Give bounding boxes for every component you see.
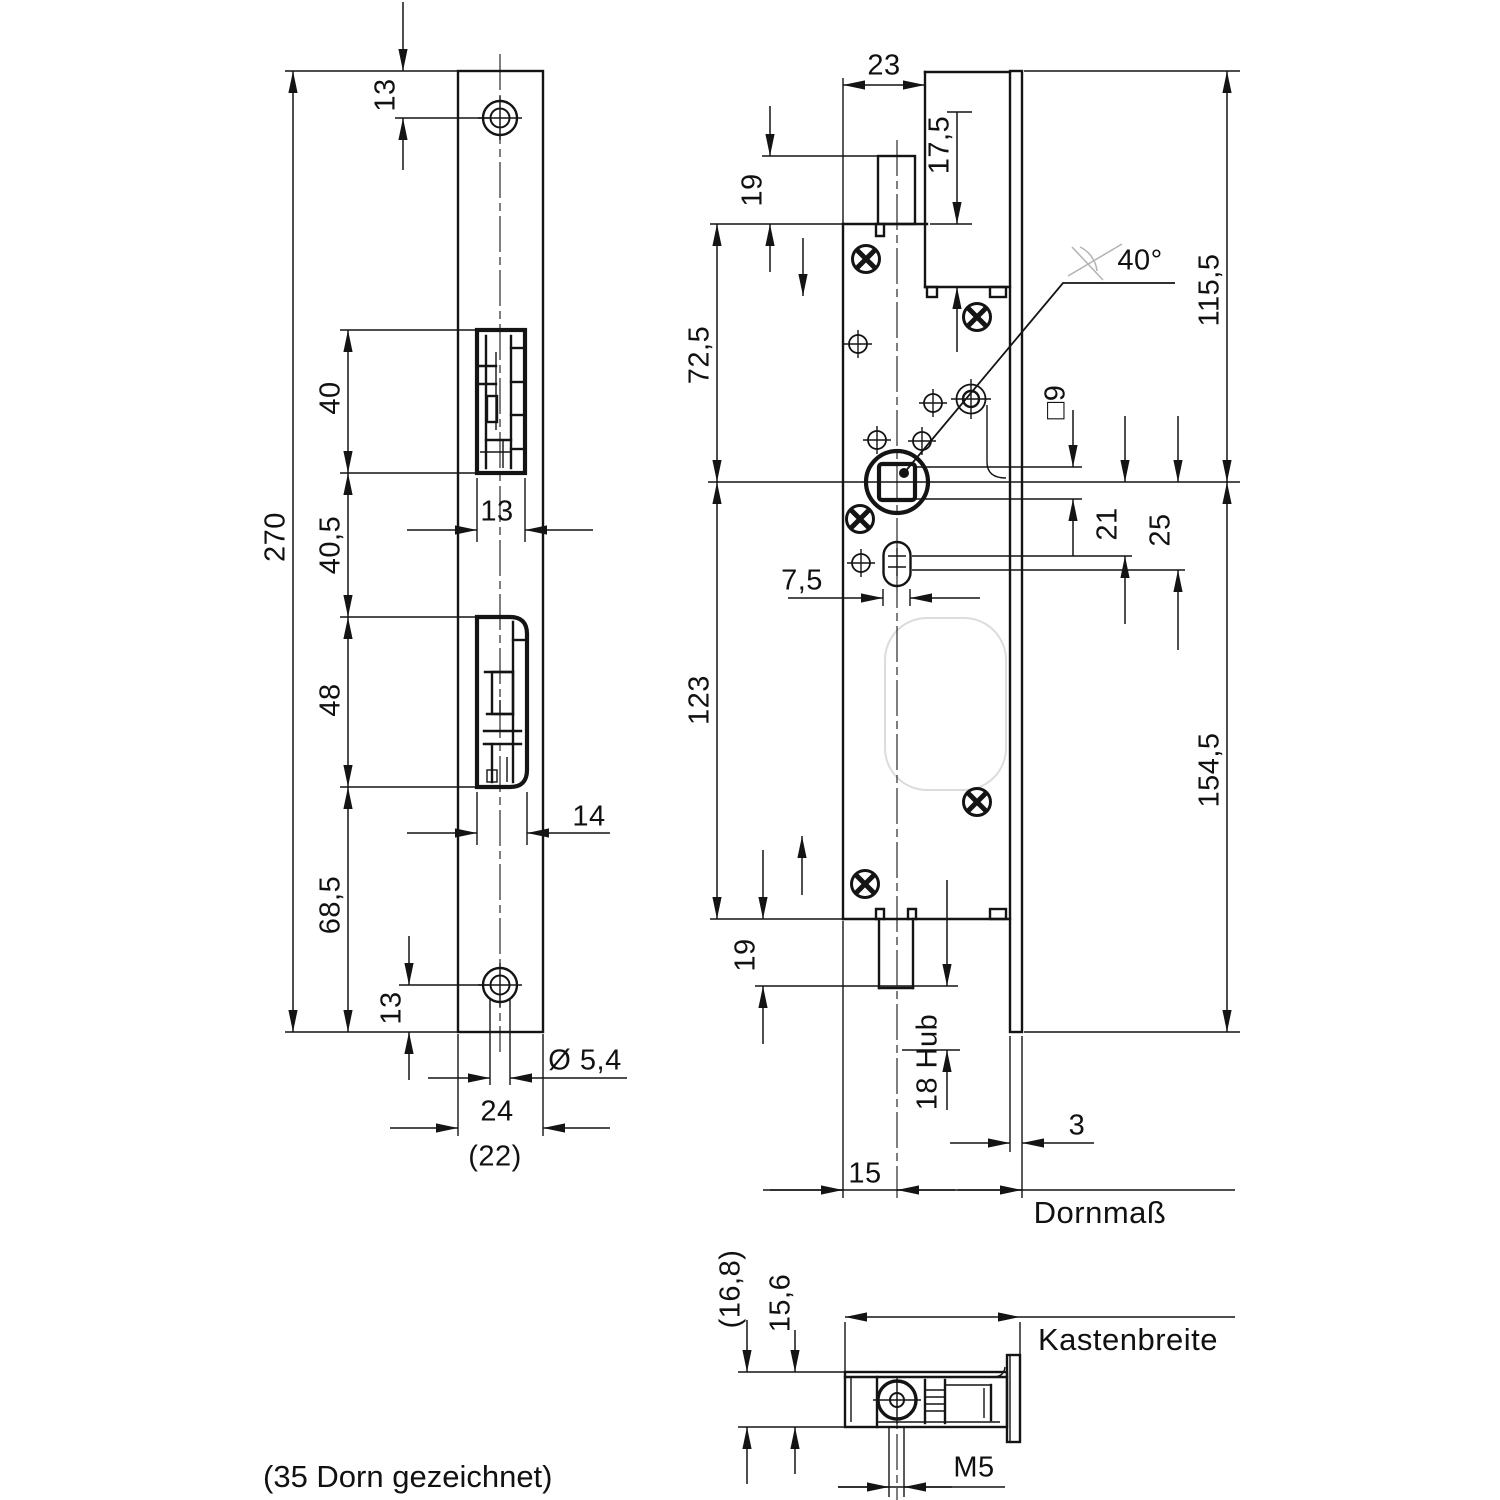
dim-case-top-width: 23 <box>867 49 901 82</box>
dim-case-depth-ref: (16,8) <box>714 1249 747 1329</box>
dim-upper-cutout-width: 13 <box>480 495 514 528</box>
dim-nut-to-plate-top: 115,5 <box>1193 253 1226 327</box>
lower-cutout <box>477 617 527 787</box>
dim-faceplate-thickness: 3 <box>1068 1109 1086 1142</box>
angle-annotation <box>904 244 1175 473</box>
dim-plate-width: 24 <box>480 1095 514 1128</box>
pivot-hole-marker <box>951 379 991 419</box>
cylinder-cavity-ghost <box>885 618 1006 790</box>
upper-cutout <box>477 330 525 473</box>
dim-nut-to-case-bottom: 123 <box>683 675 716 725</box>
faceplate-section <box>1007 1355 1020 1442</box>
dim-lower-cutout-width: 14 <box>572 800 606 833</box>
dim-nut-angle: 40° <box>1117 244 1163 277</box>
drawing-note: (35 Dorn gezeichnet) <box>263 1459 553 1494</box>
dim-lower-cutout-height: 48 <box>314 683 347 717</box>
dim-screw-thread: M5 <box>953 1451 995 1484</box>
dim-case-depth: 15,6 <box>764 1273 797 1333</box>
dim-upper-cutout-height: 40 <box>314 381 347 415</box>
dim-latch-protrusion: 19 <box>736 173 769 207</box>
dim-hole-diameter: Ø 5,4 <box>548 1044 622 1077</box>
dim-top-offset: 17,5 <box>923 115 956 175</box>
dim-below-cutout: 68,5 <box>314 875 347 935</box>
dim-stroke: 18 Hub <box>911 1013 944 1111</box>
drill-hole-markers <box>844 330 991 577</box>
label-case-width: Kastenbreite <box>1037 1322 1219 1357</box>
dim-cyl-hole-center-2: 25 <box>1144 513 1177 547</box>
faceplate <box>1010 71 1022 1032</box>
dim-between-cutouts: 40,5 <box>314 515 347 575</box>
lock-case-dimensions <box>710 71 1240 1198</box>
lock-case-side-view <box>708 71 1240 1198</box>
dim-nut-to-case-top: 72,5 <box>683 325 716 385</box>
dim-bottom-hole-offset: 13 <box>375 991 408 1025</box>
dim-rod-protrusion: 19 <box>729 938 762 972</box>
dim-cylinder-slot-width: 7,5 <box>781 564 823 597</box>
dim-nut-square: □9 <box>1039 384 1072 420</box>
label-backset: Dornmaß <box>1033 1195 1167 1230</box>
dim-overall-height: 270 <box>259 512 292 562</box>
dim-top-hole-offset: 13 <box>369 78 402 112</box>
dim-cyl-hole-center-1: 21 <box>1091 507 1124 541</box>
dim-plate-width-ref: (22) <box>468 1140 522 1173</box>
dim-case-edge-to-axis: 15 <box>848 1157 882 1190</box>
dim-nut-to-plate-bottom: 154,5 <box>1193 732 1226 808</box>
